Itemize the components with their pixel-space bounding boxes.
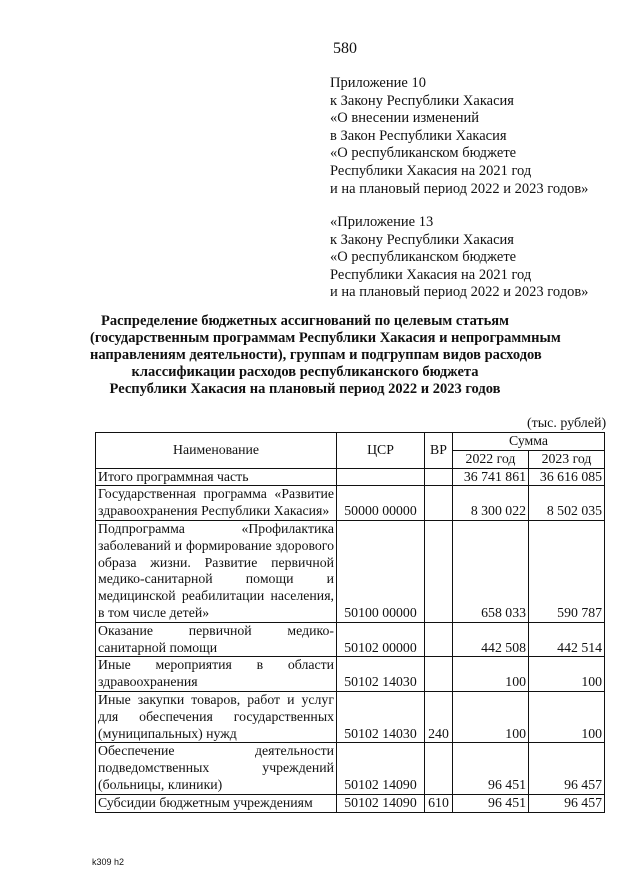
cell-2023: 100: [529, 691, 605, 742]
cell-name: Оказание первичной медико-санитарной помощи: [96, 622, 337, 657]
page-number: 580: [333, 40, 357, 57]
title-line: Распределение бюджетных ассигнований по целевым статьям: [100, 313, 510, 329]
cell-csr: [337, 468, 425, 486]
appendix-10-line: к Закону Республики Хакасия: [330, 92, 514, 109]
cell-2022: 96 451: [453, 743, 529, 794]
header-csr: ЦСР: [337, 433, 425, 469]
cell-2022: 36 741 861: [453, 468, 529, 486]
document-title: [90, 313, 561, 398]
table-row: [96, 468, 605, 486]
cell-2022: 442 508: [453, 622, 529, 657]
appendix-10-line: в Закон Республики Хакасия: [330, 127, 507, 144]
cell-csr: 50102 14030: [337, 691, 425, 742]
cell-csr: 50102 00000: [337, 622, 425, 657]
table-row: [96, 691, 605, 742]
title-line: направлениям деятельности), группам и подгруппам видов расходов: [90, 347, 542, 363]
cell-csr: 50102 14030: [337, 657, 425, 692]
cell-2022: 100: [453, 657, 529, 692]
cell-2023: 36 616 085: [529, 468, 605, 486]
units-label: (тыс. рублей): [527, 416, 607, 431]
appendix-13-line: Республики Хакасия на 2021 год: [330, 266, 532, 283]
table-header-row: [96, 433, 605, 451]
cell-vr: [425, 657, 453, 692]
table-row: [96, 520, 605, 622]
cell-2023: 8 502 035: [529, 486, 605, 521]
cell-vr: 610: [425, 794, 453, 812]
cell-csr: 50100 00000: [337, 520, 425, 622]
cell-2023: 96 457: [529, 743, 605, 794]
title-line: Республики Хакасия на плановый период 2022 и 2023 годов: [109, 381, 501, 397]
appendix-10-line: «О внесении изменений: [330, 110, 480, 127]
appendix-13-line: и на плановый период 2022 и 2023 годов»: [330, 284, 589, 301]
cell-name: Иные мероприятия в области здравоохранения: [96, 657, 337, 692]
cell-vr: [425, 486, 453, 521]
table-row: [96, 486, 605, 521]
header-2022: 2022 год: [453, 450, 529, 468]
footer-code: k309 h2: [92, 857, 125, 867]
cell-2023: 590 787: [529, 520, 605, 622]
appendix-10-line: и на плановый период 2022 и 2023 годов»: [330, 180, 589, 197]
cell-name: Подпрограмма «Профилактика заболеваний и формирование здорового образа жизни. Развитие первичной медико-санитарной помощи и медицинской реабилитации населения, в том числе детей»: [96, 520, 337, 622]
cell-csr: 50102 14090: [337, 794, 425, 812]
header-2023: 2023 год: [529, 450, 605, 468]
cell-2022: 8 300 022: [453, 486, 529, 521]
cell-vr: [425, 520, 453, 622]
cell-csr: 50000 00000: [337, 486, 425, 521]
cell-vr: [425, 622, 453, 657]
header-name: Наименование: [96, 433, 337, 469]
appendix-10-line: Приложение 10: [330, 75, 426, 91]
cell-csr: 50102 14090: [337, 743, 425, 794]
title-line: классификации расходов республиканского бюджета: [131, 364, 479, 380]
appendix-13-line: к Закону Республики Хакасия: [330, 231, 514, 248]
cell-2022: 658 033: [453, 520, 529, 622]
cell-name: Итого программная часть: [96, 468, 337, 486]
appendix-10-line: «О республиканском бюджете: [330, 145, 517, 162]
cell-name: Иные закупки товаров, работ и услуг для обеспечения государственных (муниципальных) нужд: [96, 691, 337, 742]
table-row: [96, 794, 605, 812]
cell-name: Субсидии бюджетным учреждениям: [96, 794, 337, 812]
cell-vr: 240: [425, 691, 453, 742]
header-vr: ВР: [425, 433, 453, 469]
cell-2023: 100: [529, 657, 605, 692]
table-row: [96, 657, 605, 692]
cell-2022: 100: [453, 691, 529, 742]
title-line: (государственным программам Республики Хакасия и непрограммным: [90, 330, 561, 346]
header-sum: Сумма: [453, 433, 605, 451]
appendix-10-header: [330, 75, 588, 198]
cell-vr: [425, 468, 453, 486]
appendix-10-line: Республики Хакасия на 2021 год: [330, 162, 532, 179]
cell-2022: 96 451: [453, 794, 529, 812]
appendix-13-header: [330, 214, 588, 302]
cell-name: Обеспечение деятельности подведомственных учреждений (больницы, клиники): [96, 743, 337, 794]
appendix-13-line: «О республиканском бюджете: [330, 249, 517, 266]
cell-2023: 96 457: [529, 794, 605, 812]
table-row: [96, 622, 605, 657]
table-row: [96, 743, 605, 794]
cell-2023: 442 514: [529, 622, 605, 657]
appendix-13-line: «Приложение 13: [330, 214, 434, 230]
cell-vr: [425, 743, 453, 794]
budget-table: [95, 432, 605, 813]
cell-name: Государственная программа «Развитие здравоохранения Республики Хакасия»: [96, 486, 337, 521]
